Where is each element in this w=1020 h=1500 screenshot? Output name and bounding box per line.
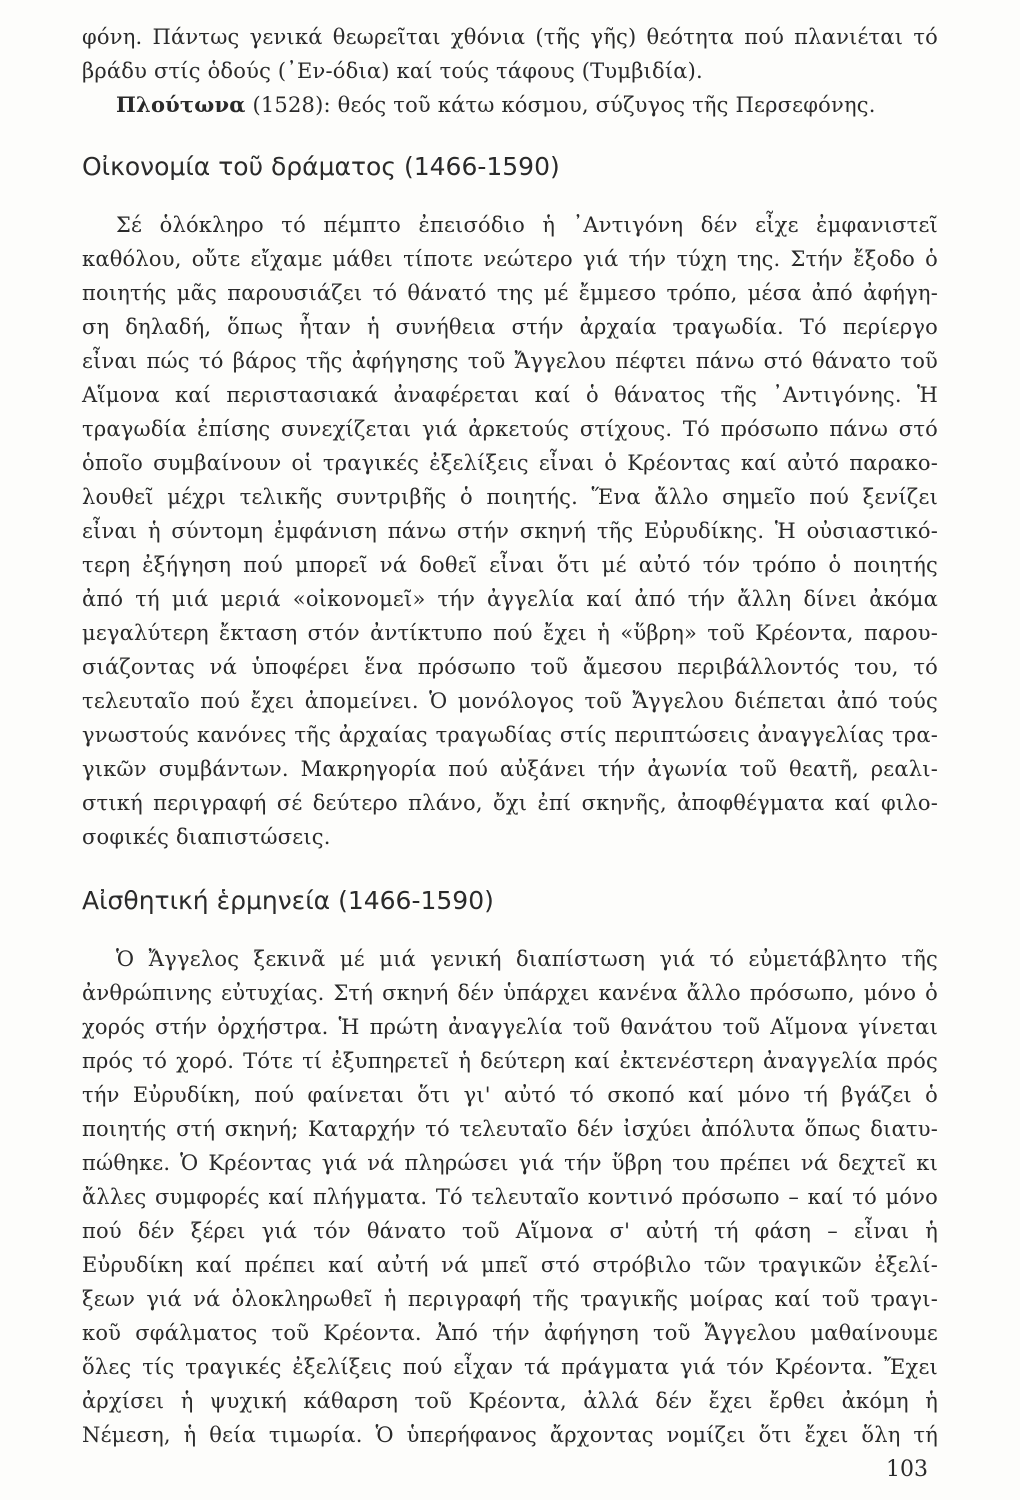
text-line: τραγωδία ἐπίσης συνεχίζεται γιά ἀρκετούς στίχους. Τό πρόσωπο πάνω στό	[82, 417, 938, 441]
text-line: ὅλες τίς τραγικές ἐξελίξεις πού εἶχαν τά πράγματα γιά τόν Κρέοντα. Ἔχει	[82, 1355, 938, 1379]
text-line: Νέμεση, ἡ θεία τιμωρία. Ὁ ὑπερήφανος ἄρχοντας νομίζει ὅτι ἔχει ὅλη τή	[82, 1423, 938, 1447]
text-line: τήν Εὐρυδίκη, πού φαίνεται ὅτι γι' αὐτό τό σκοπό καί μόνο τή βγάζει ὁ	[82, 1083, 938, 1107]
text-line: τερη ἐξήγηση πού μπορεῖ νά δοθεῖ εἶναι ὅτι μέ αὐτό τόν τρόπο ὁ ποιητής	[82, 553, 938, 577]
text-line: ποιητής στή σκηνή; Καταρχήν τό τελευταῖο δέν ἰσχύει ἀπόλυτα ὅπως διατυ-	[82, 1117, 938, 1141]
text-line: τελευταῖο πού ἔχει ἀπομείνει. Ὁ μονόλογος τοῦ Ἄγγελου διέπεται ἀπό τούς	[82, 689, 938, 713]
text-line: καθόλου, οὔτε εἴχαμε μάθει τίποτε νεώτερο γιά τήν τύχη της. Στήν ἔξοδο ὁ	[82, 247, 938, 271]
text-line: λουθεῖ μέχρι τελικῆς συντριβῆς ὁ ποιητής. Ἕνα ἄλλο σημεῖο πού ξενίζει	[82, 485, 938, 509]
text-line: Εὐρυδίκη καί πρέπει καί αὐτή νά μπεῖ στό στρόβιλο τῶν τραγικῶν ἐξελί-	[82, 1253, 938, 1277]
text-line: γνωστούς κανόνες τῆς ἀρχαίας τραγωδίας στίς περιπτώσεις ἀναγγελίας τρα-	[82, 723, 938, 747]
text-line: στική περιγραφή σέ δεύτερο πλάνο, ὄχι ἐπί σκηνῆς, ἀποφθέγματα καί φιλο-	[82, 791, 938, 815]
text-line: ἄλλες συμφορές καί πλήγματα. Τό τελευταῖο κοντινό πρόσωπο – καί τό μόνο	[82, 1185, 938, 1209]
text-line: φόνη. Πάντως γενικά θεωρεῖται χθόνια (τῆς γῆς) θεότητα πού πλανιέται τό	[82, 25, 938, 49]
text-line: ξεων γιά νά ὁλοκληρωθεῖ ἡ περιγραφή τῆς τραγικῆς μοίρας καί τοῦ τραγι-	[82, 1287, 938, 1311]
glossary-entry-pluto	[116, 90, 938, 120]
text-line: ἀνθρώπινης εὐτυχίας. Στή σκηνή δέν ὑπάρχει κανένα ἄλλο πρόσωπο, μόνο ὁ	[82, 981, 938, 1005]
text-line: σοφικές διαπιστώσεις.	[82, 825, 331, 849]
text-line: Αἵμονα καί περιστασιακά ἀναφέρεται καί ὁ θάνατος τῆς ᾿Αντιγόνης. Ἡ	[82, 383, 938, 407]
section-heading-aesthetic: Αἰσθητική ἑρμηνεία (1466-1590)	[82, 886, 494, 915]
text-line: Σέ ὁλόκληρο τό πέμπτο ἐπεισόδιο ἡ ᾿Αντιγόνη δέν εἶχε ἐμφανιστεῖ	[116, 213, 938, 237]
text-line: ἀρχίσει ἡ ψυχική κάθαρση τοῦ Κρέοντα, ἀλλά δέν ἔχει ἔρθει ἀκόμη ἡ	[82, 1389, 938, 1413]
text-line: ση δηλαδή, ὅπως ἦταν ἡ συνήθεια στήν ἀρχαία τραγωδία. Τό περίεργο	[82, 315, 938, 339]
text-line: ποιητής μᾶς παρουσιάζει τό θάνατό της μέ ἔμμεσο τρόπο, μέσα ἀπό ἀφήγη-	[82, 281, 938, 305]
text-line: εἶναι πώς τό βάρος τῆς ἀφήγησης τοῦ Ἄγγελου πέφτει πάνω στό θάνατο τοῦ	[82, 349, 938, 373]
text-line: κοῦ σφάλματος τοῦ Κρέοντα. Ἀπό τήν ἀφήγηση τοῦ Ἄγγελου μαθαίνουμε	[82, 1321, 938, 1345]
text-line: βράδυ στίς ὁδούς (᾿Εν-όδια) καί τούς τάφους (Τυμβιδία).	[82, 59, 703, 83]
glossary-term: Πλούτωνα	[116, 92, 246, 117]
text-line: πώθηκε. Ὁ Κρέοντας γιά νά πληρώσει γιά τήν ὕβρη του πρέπει νά δεχτεῖ κι	[82, 1151, 938, 1175]
text-line: χορός στήν ὀρχήστρα. Ἡ πρώτη ἀναγγελία τοῦ θανάτου τοῦ Αἵμονα γίνεται	[82, 1015, 938, 1039]
text-line: Ὁ Ἄγγελος ξεκινᾶ μέ μιά γενική διαπίστωση γιά τό εὐμετάβλητο τῆς	[116, 947, 938, 971]
text-line: σιάζοντας νά ὑποφέρει ἕνα πρόσωπο τοῦ ἄμεσου περιβάλλοντός του, τό	[82, 655, 938, 679]
text-line: πού δέν ξέρει γιά τόν θάνατο τοῦ Αἵμονα σ' αὐτή τή φάση – εἶναι ἡ	[82, 1219, 938, 1243]
section-heading-economy: Οἰκονομία τοῦ δράματος (1466-1590)	[82, 152, 560, 181]
text-line: εἶναι ἡ σύντομη ἐμφάνιση πάνω στήν σκηνή τῆς Εὐρυδίκης. Ἡ οὐσιαστικό-	[82, 519, 938, 543]
glossary-definition: (1528): θεός τοῦ κάτω κόσμου, σύζυγος τῆς Περσεφόνης.	[245, 93, 876, 117]
text-line: ὁποῖο συμβαίνουν οἱ τραγικές ἐξελίξεις εἶναι ὁ Κρέοντας καί αὐτό παρακο-	[82, 451, 938, 475]
text-line: πρός τό χορό. Τότε τί ἐξυπηρετεῖ ἡ δεύτερη καί ἐκτενέστερη ἀναγγελία πρός	[82, 1049, 938, 1073]
text-line: ἀπό τή μιά μεριά «οἰκονομεῖ» τήν ἀγγελία καί ἀπό τήν ἄλλη δίνει ἀκόμα	[82, 587, 938, 611]
text-line: γικῶν συμβάντων. Μακρηγορία πού αὐξάνει τήν ἀγωνία τοῦ θεατῆ, ρεαλι-	[82, 757, 938, 781]
text-line: μεγαλύτερη ἔκταση στόν ἀντίκτυπο πού ἔχει ἡ «ὕβρη» τοῦ Κρέοντα, παρου-	[82, 621, 938, 645]
page-number: 103	[886, 1457, 928, 1482]
